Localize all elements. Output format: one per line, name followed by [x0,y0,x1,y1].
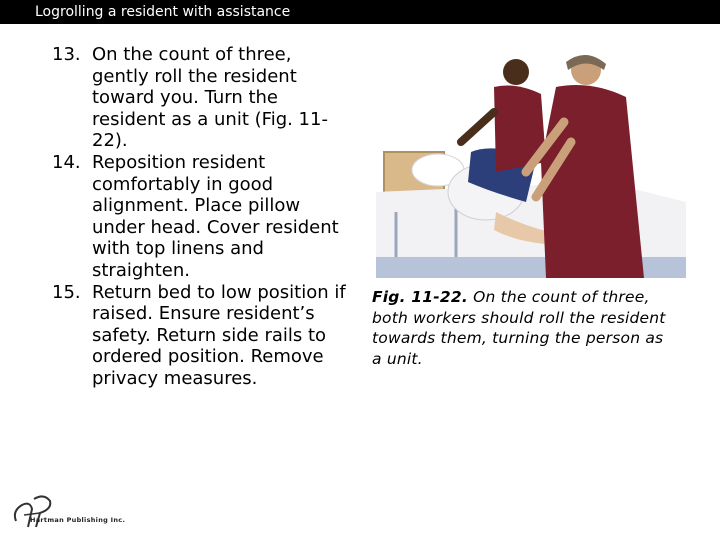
step-text: Reposition resident comfortably in good alignment. Place pillow under head. Cover resident with top linens and straighten. [92,151,339,281]
figure-caption-text: On the count of three, both workers should roll the resident towards them, turning the person as a unit. [372,288,666,368]
step-text: On the count of three, gently roll the resident toward you. Turn the resident as a unit (Fig. 11-22). [92,44,328,152]
step-number: 14. [52,151,81,173]
step-13 [52,44,352,152]
publisher-name: Hartman Publishing Inc. [30,516,126,524]
slide-title: Logrolling a resident with assistance [35,4,291,20]
figure-caption [372,287,672,369]
step-text: Return bed to low position if raised. Ensure resident’s safety. Return side rails to ordered position. Remove privacy measures. [92,281,346,389]
title-bar [0,0,720,24]
step-14 [52,152,352,282]
logrolling-photo [376,42,686,278]
step-15 [52,282,352,390]
publisher-logo [10,493,126,533]
publisher-monogram-icon [10,493,112,533]
step-number: 15. [52,281,81,303]
procedure-steps [52,44,352,390]
figure-label: Fig. 11-22. [372,288,468,306]
worker-two-scrubs [541,85,644,278]
worker-one-head [503,59,529,85]
step-number: 13. [52,44,81,65]
